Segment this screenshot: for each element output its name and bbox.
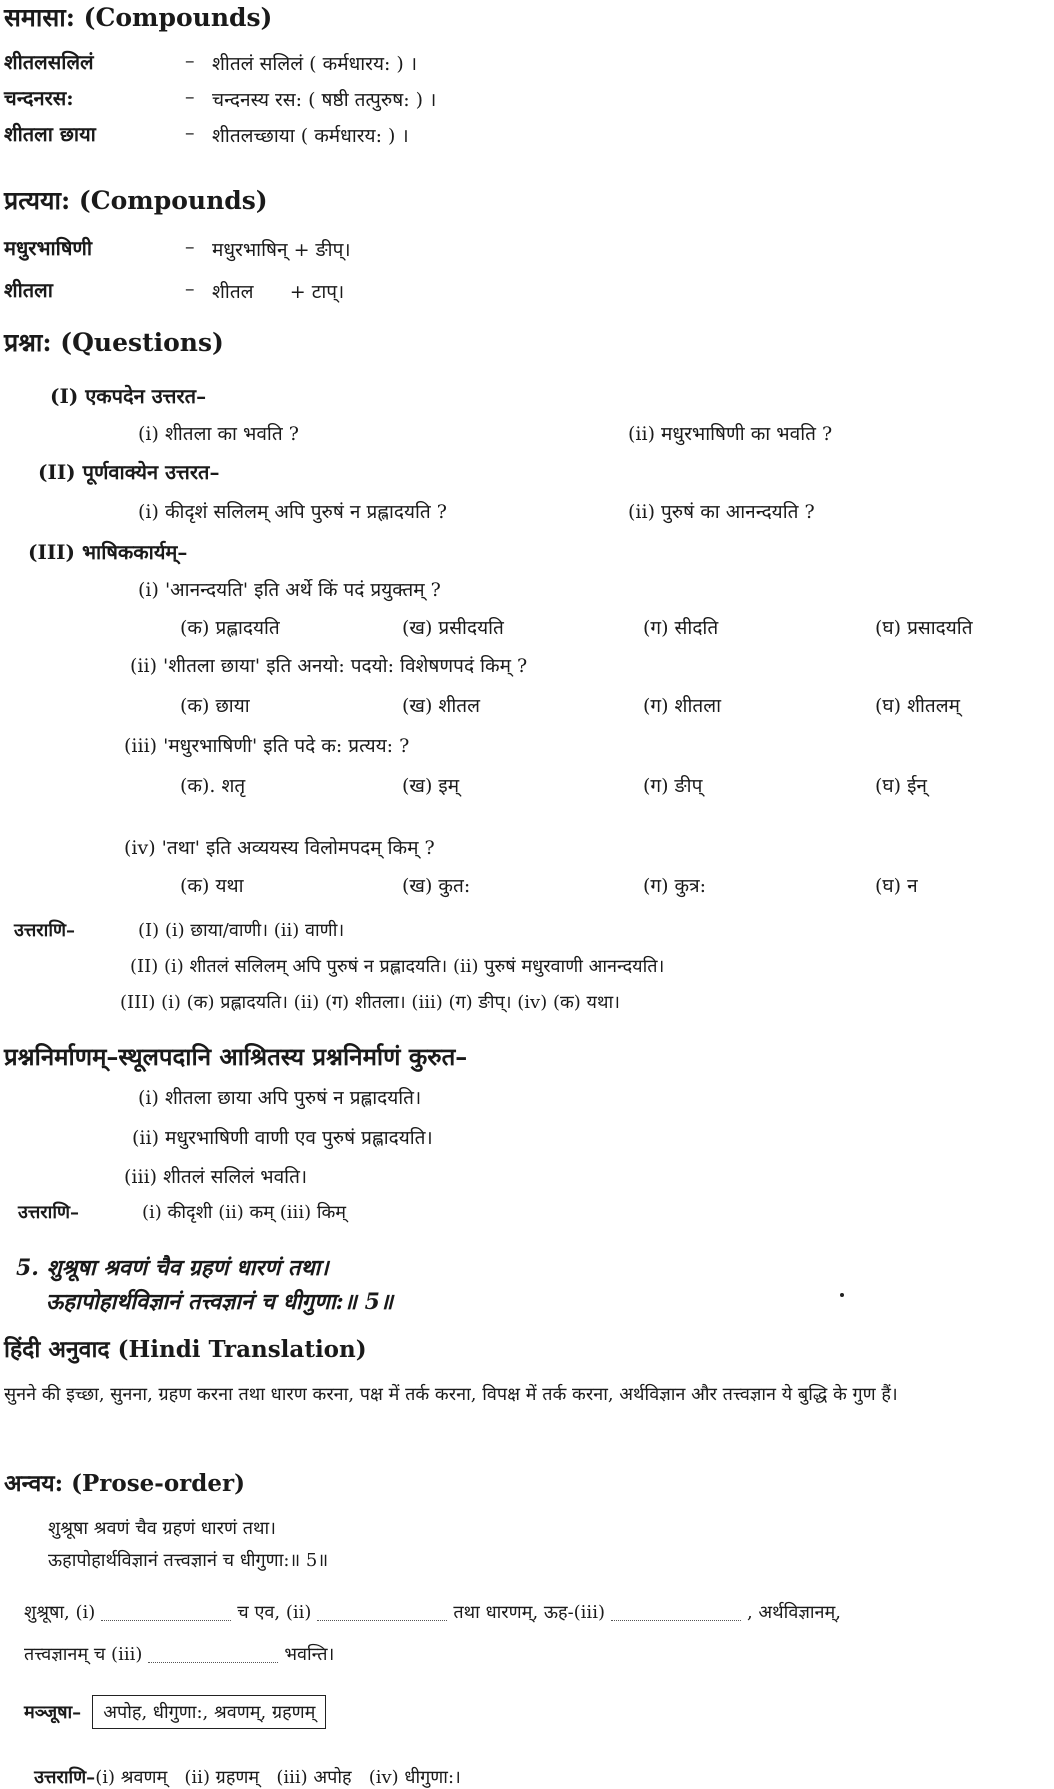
anvaya-line-2: ऊहापोहार्थविज्ञानं तत्त्वज्ञानं च धीगुणा:॥ 5॥ <box>48 1550 329 1571</box>
option: (घ) शीतलम् <box>875 695 961 717</box>
fill-line-1 <box>24 1600 841 1624</box>
fill-text: भवन्ति। <box>284 1644 335 1665</box>
samasa-heading: समासा: (Compounds) <box>4 3 273 32</box>
fill-text: तत्त्वज्ञानम् च (iii) <box>24 1644 143 1665</box>
fill-text: च एव, (ii) <box>237 1602 312 1623</box>
samasa-word-1: शीतलसलिलं <box>4 50 94 74</box>
anvaya-line-1: शुश्रूषा श्रवणं चैव ग्रहणं धारणं तथा। <box>48 1518 276 1539</box>
pn-item-3: (iii) शीतलं सलिलं भवति। <box>124 1166 308 1188</box>
samasa-word-3: शीतला छाया <box>4 122 96 146</box>
manjusha-box: अपोह, धीगुणा:, श्रवणम्, ग्रहणम् <box>92 1695 326 1729</box>
anvaya-answers-label: उत्तराणि– <box>34 1767 96 1788</box>
anvaya-answers: (i) श्रवणम् (ii) ग्रहणम् (iii) अपोह (iv) धीगुणा:। <box>95 1767 461 1788</box>
fill-line-2 <box>24 1642 334 1666</box>
pratyaya-analysis-1: मधुरभाषिन् + ङीप्। <box>212 239 351 261</box>
anvaya-answers-row <box>24 1746 461 1789</box>
q-II-1: (i) कीदृशं सलिलम् अपि पुरुषं न प्रह्लादयति ? <box>138 501 447 523</box>
q-III-2: (ii) 'शीतला छाया' इति अनयो: पदयो: विशेषणपदं किम् ? <box>130 655 528 677</box>
q-I-label: (I) एकपदेन उत्तरत– <box>50 384 207 408</box>
answers-II: (II) (i) शीतलं सलिलम् अपि पुरुषं न प्रह्लादयति। (ii) पुरुषं मधुरवाणी आनन्दयति। <box>130 956 665 977</box>
q-II-label: (II) पूर्णवाक्येन उत्तरत– <box>38 460 220 484</box>
answers-III: (III) (i) (क) प्रह्लादयति। (ii) (ग) शीतला। (iii) (ग) ङीप्। (iv) (क) यथा। <box>120 992 620 1013</box>
option: (ग) कुत्र: <box>643 875 707 897</box>
blank-i[interactable] <box>101 1606 231 1621</box>
samasa-sep-1: – <box>185 50 195 72</box>
pratyaya-sep-2: – <box>185 278 195 300</box>
option: (ख) प्रसीदयति <box>402 617 504 639</box>
samasa-sep-3: – <box>185 122 195 144</box>
q-II-2: (ii) पुरुषं का आनन्दयति ? <box>628 501 815 523</box>
blank-ii[interactable] <box>317 1606 447 1621</box>
pratyaya-analysis-2: शीतल + टाप्। <box>212 281 345 303</box>
fill-text: शुश्रूषा, (i) <box>24 1602 96 1623</box>
option: (ग) सीदति <box>643 617 719 639</box>
option: (ख) शीतल <box>402 695 480 717</box>
q-I-1: (i) शीतला का भवति ? <box>138 423 299 445</box>
samasa-sep-2: – <box>185 86 195 108</box>
option: (क) यथा <box>180 875 244 897</box>
manjusha-row <box>24 1695 326 1729</box>
prashna-heading: प्रश्ना: (Questions) <box>4 328 224 357</box>
samasa-word-2: चन्दनरस: <box>4 86 74 110</box>
q-III-1: (i) 'आनन्दयति' इति अर्थे किं पदं प्रयुक्तम् ? <box>138 579 441 601</box>
option: (क). शतृ <box>180 775 246 797</box>
pratyaya-sep-1: – <box>185 236 195 258</box>
pratyaya-heading: प्रत्यया: (Compounds) <box>4 186 268 215</box>
shloka-line-1: 5. शुश्रूषा श्रवणं चैव ग्रहणं धारणं तथा। <box>16 1255 329 1281</box>
samasa-analysis-1: शीतलं सलिलं ( कर्मधारय: ) । <box>212 53 418 75</box>
q-III-4: (iv) 'तथा' इति अव्ययस्य विलोमपदम् किम् ? <box>124 837 435 859</box>
fill-text: तथा धारणम्, ऊह-(iii) <box>453 1602 605 1623</box>
option: (ग) ङीप् <box>643 775 703 797</box>
blank-iii[interactable] <box>611 1606 741 1621</box>
shloka-line-2: ऊहापोहार्थविज्ञानं तत्त्वज्ञानं च धीगुणा:॥ 5॥ <box>46 1289 394 1315</box>
option: (क) प्रह्लादयति <box>180 617 280 639</box>
blank-iv[interactable] <box>148 1648 278 1663</box>
option: (ग) शीतला <box>643 695 722 717</box>
q-III-3: (iii) 'मधुरभाषिणी' इति पदे क: प्रत्यय: ? <box>124 735 410 757</box>
fill-text: , अर्थविज्ञानम्, <box>746 1602 842 1623</box>
pn-answers: (i) कीदृशी (ii) कम् (iii) किम् <box>142 1202 347 1223</box>
q-I-2: (ii) मधुरभाषिणी का भवति ? <box>628 423 833 445</box>
hindi-heading: हिंदी अनुवाद (Hindi Translation) <box>4 1336 367 1363</box>
option: (घ) प्रसादयति <box>875 617 973 639</box>
q-III-label: (III) भाषिककार्यम्– <box>28 540 188 564</box>
pn-answers-label: उत्तराणि– <box>18 1202 80 1223</box>
answers-label: उत्तराणि– <box>14 920 76 941</box>
option: (ख) इम् <box>402 775 460 797</box>
samasa-analysis-2: चन्दनस्य रस: ( षष्ठी तत्पुरुष: ) । <box>212 89 437 111</box>
anvaya-heading: अन्वय: (Prose-order) <box>4 1470 246 1497</box>
option: (क) छाया <box>180 695 250 717</box>
option: (घ) न <box>875 875 918 897</box>
pn-item-2: (ii) मधुरभाषिणी वाणी एव पुरुषं प्रह्लादयति। <box>132 1127 433 1149</box>
option: (ख) कुत: <box>402 875 471 897</box>
option: (घ) ईन् <box>875 775 927 797</box>
stray-dot <box>840 1293 844 1297</box>
pn-item-1: (i) शीतला छाया अपि पुरुषं न प्रह्लादयति। <box>138 1087 422 1109</box>
pratyaya-word-1: मधुरभाषिणी <box>4 236 93 260</box>
hindi-translation: सुनने की इच्छा, सुनना, ग्रहण करना तथा धारण करना, पक्ष में तर्क करना, विपक्ष में तर्क करना, अर्थविज्ञान और तत्त्वज्ञान ये बुद्धि के गुण हैं। <box>4 1384 898 1405</box>
answers-I: (I) (i) छाया/वाणी। (ii) वाणी। <box>138 920 345 941</box>
pratyaya-word-2: शीतला <box>4 278 53 302</box>
samasa-analysis-3: शीतलच्छाया ( कर्मधारय: ) । <box>212 125 409 147</box>
manjusha-label: मञ्जूषा– <box>24 1702 82 1723</box>
prashnanirmanam-heading: प्रश्ननिर्माणम्–स्थूलपदानि आश्रितस्य प्रश्ननिर्माणं कुरुत– <box>4 1042 468 1071</box>
